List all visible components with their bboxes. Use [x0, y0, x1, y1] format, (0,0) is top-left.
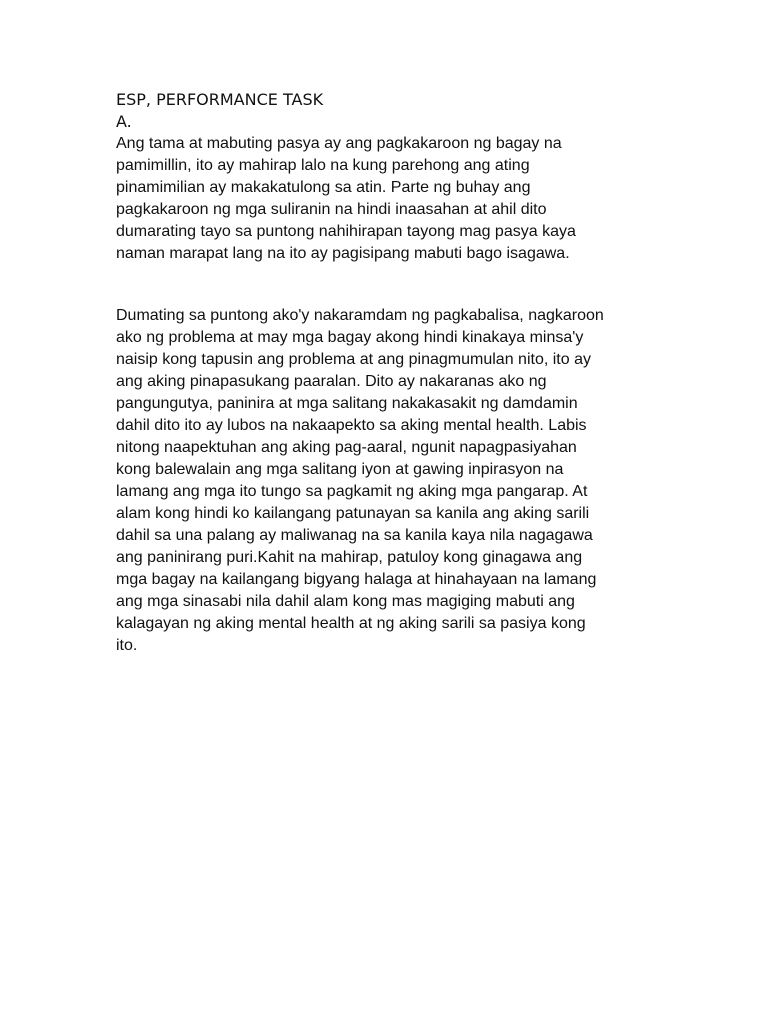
paragraph-line: ang mga sinasabi nila dahil alam kong mas magiging mabuti ang — [116, 593, 575, 610]
paragraph-spacer — [116, 265, 656, 305]
paragraph-line: ang aking pinapasukang paaralan. Dito ay nakaranas ako ng — [116, 373, 547, 390]
document-body — [116, 89, 656, 657]
paragraph-2 — [116, 305, 656, 657]
paragraph-line: alam kong hindi ko kailangang patunayan sa kanila ang aking sarili — [116, 505, 590, 522]
paragraph-line: naisip kong tapusin ang problema at ang pinagmumulan nito, ito ay — [116, 351, 591, 368]
paragraph-line: kalagayan ng aking mental health at ng aking sarili sa pasiya kong — [116, 615, 586, 632]
document-title: ESP, PERFORMANCE TASK — [116, 90, 324, 109]
paragraph-line: dahil sa una palang ay maliwanag na sa kanila kaya nila nagagawa — [116, 527, 593, 544]
paragraph-line: pagkakaroon ng mga suliranin na hindi inaasahan at ahil dito — [116, 201, 547, 218]
paragraph-line: naman marapat lang na ito ay pagisipang mabuti bago isagawa. — [116, 245, 570, 262]
paragraph-line: kong balewalain ang mga salitang iyon at gawing inpirasyon na — [116, 461, 564, 478]
paragraph-line: pinamimilian ay makakatulong sa atin. Parte ng buhay ang — [116, 179, 531, 196]
paragraph-line: mga bagay na kailangang bigyang halaga at hinahayaan na lamang — [116, 571, 597, 588]
paragraph-line: pangungutya, paninira at mga salitang nakakasakit ng damdamin — [116, 395, 578, 412]
paragraph-line: pamimillin, ito ay mahirap lalo na kung parehong ang ating — [116, 157, 530, 174]
section-label: A. — [116, 112, 132, 131]
paragraph-line: Ang tama at mabuting pasya ay ang pagkakaroon ng bagay na — [116, 135, 562, 152]
paragraph-line: dahil dito ito ay lubos na nakaapekto sa aking mental health. Labis — [116, 417, 587, 434]
paragraph-line: nitong naapektuhan ang aking pag-aaral, ngunit napagpasiyahan — [116, 439, 577, 456]
paragraph-line: lamang ang mga ito tungo sa pagkamit ng aking mga pangarap. At — [116, 483, 588, 500]
paragraph-line: ang paninirang puri.Kahit na mahirap, patuloy kong ginagawa ang — [116, 549, 583, 566]
paragraph-line: dumarating tayo sa puntong nahihirapan tayong mag pasya kaya — [116, 223, 576, 240]
paragraph-line: ito. — [116, 637, 138, 654]
paragraph-1 — [116, 133, 656, 265]
paragraph-line: ako ng problema at may mga bagay akong hindi kinakaya minsa'y — [116, 329, 584, 346]
paragraph-line: Dumating sa puntong ako'y nakaramdam ng pagkabalisa, nagkaroon — [116, 307, 604, 324]
